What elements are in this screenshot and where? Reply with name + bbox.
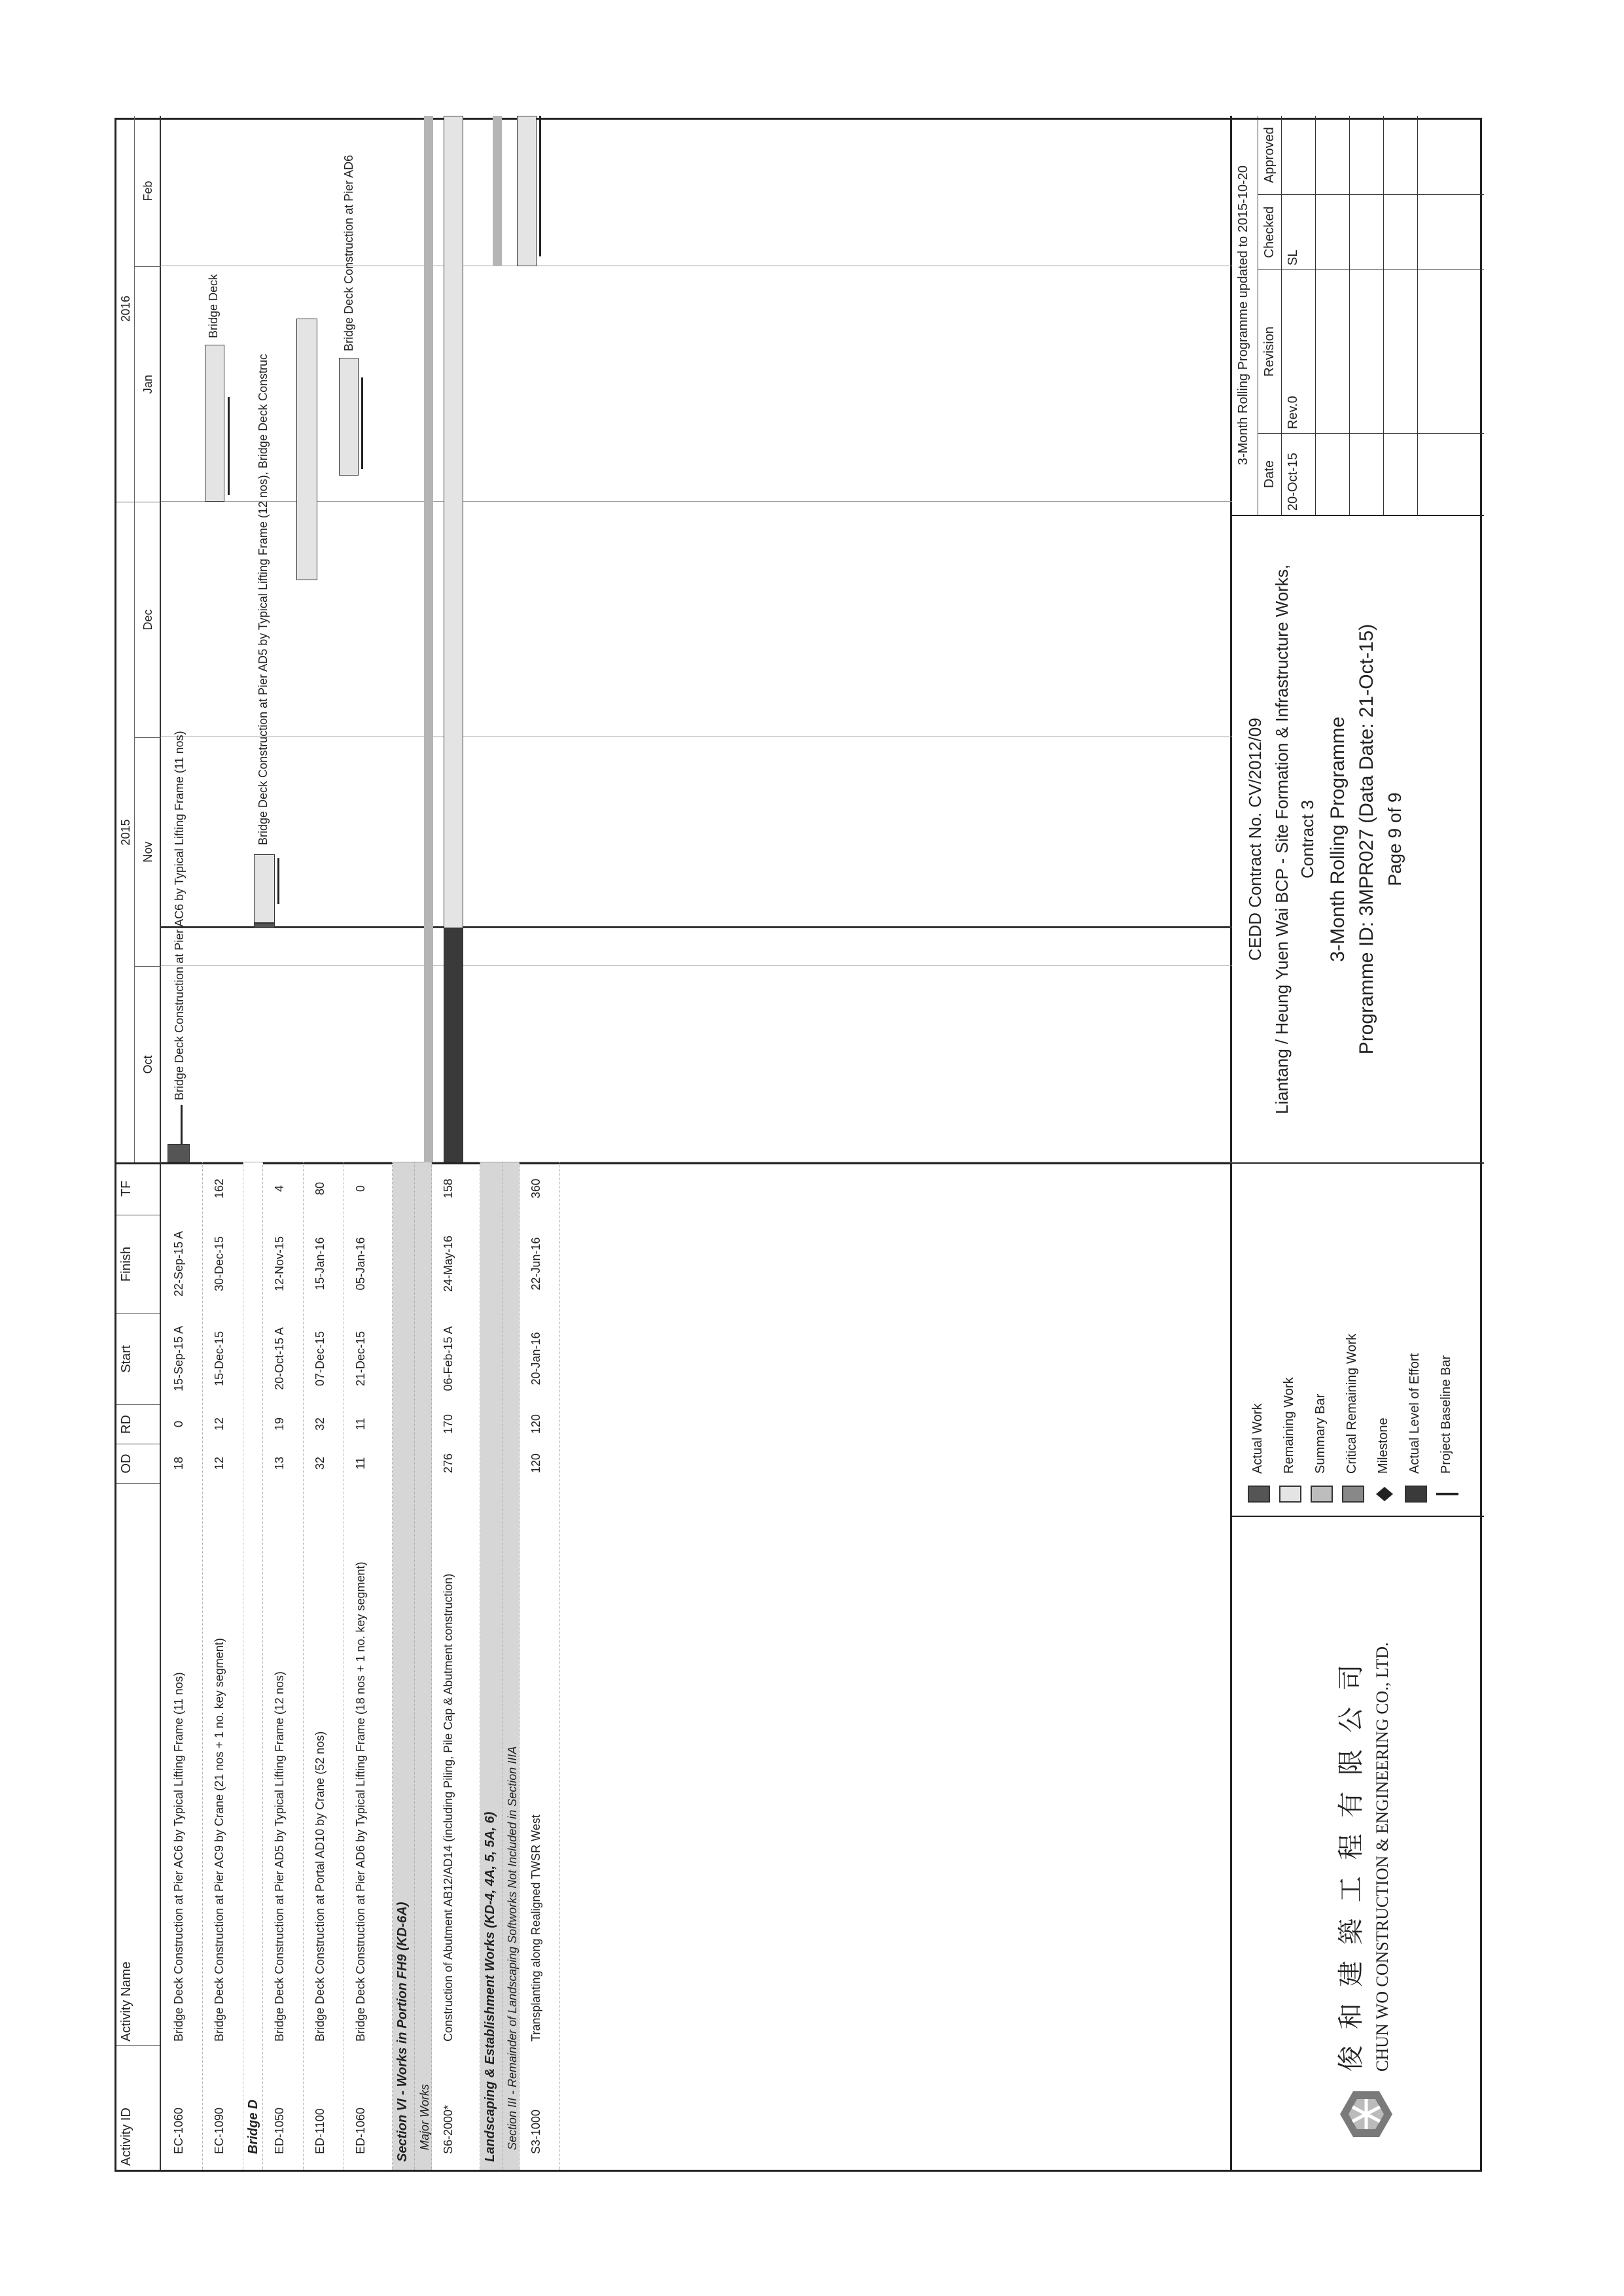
rd-cell: 120 [529,1414,542,1435]
month-feb: Feb [141,181,154,201]
legend-label: Actual Level of Effort [1407,1353,1422,1474]
month-oct: Oct [135,966,161,1162]
bar-ec-1090[interactable] [205,345,224,502]
bar-label-ed-1060: Bridge Deck Construction at Pier AD6 [342,154,355,351]
revision-col-date: Date [1258,433,1282,515]
month-jan: Jan [135,266,161,502]
activity-id-cell: EC-1090 [213,2107,226,2154]
revision-table [1232,116,1484,515]
finish-cell: 05-Jan-16 [354,1237,367,1291]
revision-date: 20-Oct-15 [1282,433,1316,515]
gridline [161,965,1232,966]
header-start: Start [116,1313,161,1404]
header-od: OD [116,1444,161,1483]
summary-bar-landscaping [493,116,502,266]
start-cell: 20-Jan-16 [529,1332,542,1385]
contract-label: Contract 3 [1297,800,1317,878]
page-number: Page 9 of 9 [1385,792,1405,886]
actual-swatch-icon [1248,1486,1270,1503]
section-row [480,1162,503,2170]
revision-empty-cell [1350,116,1384,194]
legend-label: Milestone [1376,1418,1390,1474]
group-row [243,1162,263,2170]
activity-name-cell: Transplanting along Realigned TWSR West [529,1815,542,2042]
revision-number: Rev.0 [1282,270,1316,433]
revision-empty-cell [1384,194,1418,270]
baseline-ed-1050 [277,858,279,904]
start-cell: 15-Dec-15 [213,1331,226,1387]
revision-empty-cell [1316,433,1350,515]
start-cell: 06-Feb-15 A [442,1326,455,1391]
revision-empty-cell [1384,270,1418,433]
tf-cell: 360 [529,1178,542,1199]
od-cell: 13 [273,1456,286,1470]
od-cell: 32 [313,1456,327,1470]
od-cell: 120 [529,1453,542,1474]
revision-empty-cell [1316,116,1350,194]
activity-id-cell: ED-1100 [313,2108,327,2154]
header-finish: Finish [116,1215,161,1313]
od-cell: 12 [213,1456,226,1470]
legend-label: Critical Remaining Work [1345,1333,1359,1474]
revision-empty-cell [1418,194,1484,270]
bar-label-ed-1050: Bridge Deck Construction at Pier AD5 by Typical Lifting Frame (12 nos), Bridge Deck Construc [256,354,270,845]
legend-label: Remaining Work [1282,1377,1296,1474]
gridline [161,501,1232,502]
company-logo-icon [1337,2085,1396,2144]
summary-bar-section-vi [424,116,433,1162]
summary-swatch-icon [1311,1486,1333,1503]
baseline-ec-1060 [181,1105,183,1144]
activity-table [116,1162,1232,2170]
tf-cell [162,1162,202,1215]
activity-id-cell: ED-1050 [273,2107,286,2154]
activity-name-cell: Bridge Deck Construction at Pier AC9 by Crane (21 nos + 1 no. key segment) [213,1638,226,2042]
legend-label: Summary Bar [1313,1393,1328,1474]
remaining-swatch-icon [1279,1486,1301,1503]
loe-swatch-icon [1405,1486,1427,1503]
revision-empty-cell [1418,270,1484,433]
od-cell: 11 [354,1457,367,1470]
rd-cell: 0 [172,1421,185,1428]
header-tf: TF [116,1162,161,1215]
revision-col-checked: Checked [1258,194,1282,270]
header-rd: RD [116,1404,161,1444]
activity-id-cell: ED-1060 [354,2107,367,2154]
header-activity-name: Activity Name [116,1483,161,2045]
legend [1232,1162,1484,1516]
table-row[interactable] [344,1162,393,2170]
finish-cell: 12-Nov-15 [273,1236,286,1292]
revision-empty-cell [1350,194,1384,270]
critical-swatch-icon [1342,1486,1364,1503]
revision-empty-cell [1384,116,1418,194]
rd-cell: 11 [354,1418,367,1431]
section-label: Landscaping & Establishment Works (KD-4, 4A, 5, 5A, 6) [483,1811,497,2162]
revision-col-approved: Approved [1258,116,1282,194]
table-row[interactable] [520,1162,560,2170]
contract-number: CEDD Contract No. CV/2012/09 [1245,718,1265,961]
footer [1232,116,1484,2170]
bar-label-ec-1060: Bridge Deck Construction at Pier AC6 by Typical Lifting Frame (11 nos) [173,731,186,1100]
title-block [1232,515,1484,1162]
tf-cell: 0 [354,1185,367,1192]
baseline-s3-1000 [539,116,541,256]
revision-block [1232,116,1484,515]
activity-id-cell: EC-1060 [172,2107,185,2154]
baseline-ed-1060 [361,377,363,469]
bar-s6-2000-remaining[interactable] [444,116,463,928]
section-label: Section VI - Works in Portion FH9 (KD-6A) [395,1902,410,2162]
project-title: Liantang / Heung Yuen Wai BCP - Site Formation & Infrastructure Works, [1272,564,1292,1115]
activity-name-cell: Bridge Deck Construction at Pier AD6 by Typical Lifting Frame (18 nos + 1 no. key segment) [354,1561,367,2042]
subgroup-row [415,1162,432,2170]
programme-title: 3-Month Rolling Programme [1327,716,1349,962]
baseline-bar-icon [1436,1486,1458,1503]
gantt-area [116,116,1232,2170]
programme-frame [115,118,1482,2172]
finish-cell: 24-May-16 [442,1235,455,1293]
legend-label: Project Baseline Bar [1439,1355,1453,1474]
subgroup-label: Major Works [418,2083,431,2150]
revision-approved [1282,116,1316,194]
revision-empty-cell [1418,116,1484,194]
milestone-diamond-icon [1373,1486,1396,1503]
rd-cell: 32 [313,1417,327,1431]
start-cell: 20-Oct-15 A [273,1327,286,1391]
table-row[interactable] [263,1162,304,2170]
table-row[interactable] [304,1162,344,2170]
year-2015: 2015 [116,502,135,1162]
od-cell: 276 [442,1453,455,1474]
activity-name-cell: Bridge Deck Construction at Pier AC6 by Typical Lifting Frame (11 nos) [172,1672,185,2042]
tf-cell: 80 [313,1181,327,1196]
company-chinese-name: 俊 和 建 築 工 程 有 限 公 司 [1336,1660,1366,2072]
bar-s6-2000-actual[interactable] [444,928,463,1162]
bar-ed-1060[interactable] [339,358,359,476]
rd-cell: 170 [442,1414,455,1435]
activity-name-cell: Bridge Deck Construction at Portal AD10 by Crane (52 nos) [313,1731,327,2042]
subgroup-row [503,1162,520,2170]
data-date-line [161,926,1232,928]
bar-ed-1050-actual[interactable] [254,923,275,928]
table-row[interactable] [432,1162,480,2170]
baseline-ec-1090 [228,397,230,495]
bar-s3-1000[interactable] [517,116,537,266]
bar-ed-1100[interactable] [296,319,317,580]
bar-ed-1050-remaining[interactable] [254,854,275,923]
revision-col-revision: Revision [1258,270,1282,433]
finish-cell: 22-Jun-16 [529,1237,542,1291]
tf-cell: 4 [273,1185,286,1192]
start-cell: 21-Dec-15 [354,1331,367,1387]
year-2016: 2016 [116,116,135,502]
legend-label: Actual Work [1250,1403,1265,1474]
activity-name-cell: Bridge Deck Construction at Pier AD5 by Typical Lifting Frame (12 nos) [273,1671,286,2042]
table-row[interactable] [162,1162,203,2170]
od-cell: 18 [172,1456,185,1470]
revision-empty-cell [1316,270,1350,433]
finish-cell: 22-Sep-15 A [172,1230,185,1297]
start-cell: 07-Dec-15 [313,1331,327,1387]
programme-id: Programme ID: 3MPR027 (Data Date: 21-Oct-15) [1356,623,1377,1055]
revision-empty-cell [1384,433,1418,515]
activity-id-cell: S3-1000 [529,2109,542,2154]
revision-empty-cell [1350,270,1384,433]
timescale [116,116,161,1162]
start-cell: 15-Sep-15 A [172,1325,185,1392]
tf-cell: 158 [442,1178,455,1199]
activity-id-cell: S6-2000* [442,2104,455,2154]
tf-cell: 162 [213,1178,226,1199]
month-dec: Dec [135,502,161,737]
section-row [393,1162,415,2170]
revision-empty-cell [1350,433,1384,515]
bar-ec-1060-actual[interactable] [168,1144,190,1162]
group-label: Bridge D [246,2099,260,2154]
revision-empty-cell [1316,194,1350,270]
finish-cell: 15-Jan-16 [313,1237,327,1291]
rd-cell: 19 [273,1417,286,1431]
subgroup-label: Section III - Remainder of Landscaping Softworks Not Included in Section IIIA [506,1746,519,2150]
activity-name-cell: Construction of Abutment AB12/AD14 (including Piling, Pile Cap & Abutment construction) [442,1573,455,2042]
company-block [1232,1516,1484,2170]
finish-cell: 30-Dec-15 [213,1236,226,1292]
revision-heading: 3-Month Rolling Programme updated to 2015-10-20 [1232,116,1258,515]
month-nov: Nov [135,737,161,966]
bar-label-ec-1090: Bridge Deck [207,273,220,338]
header-activity-id: Activity ID [116,2045,161,2170]
table-row[interactable] [203,1162,243,2170]
company-english-name: CHUN WO CONSTRUCTION & ENGINEERING CO., LTD. [1373,1642,1392,2072]
rd-cell: 12 [213,1417,226,1431]
revision-checked: SL [1282,194,1316,270]
revision-empty-cell [1418,433,1484,515]
